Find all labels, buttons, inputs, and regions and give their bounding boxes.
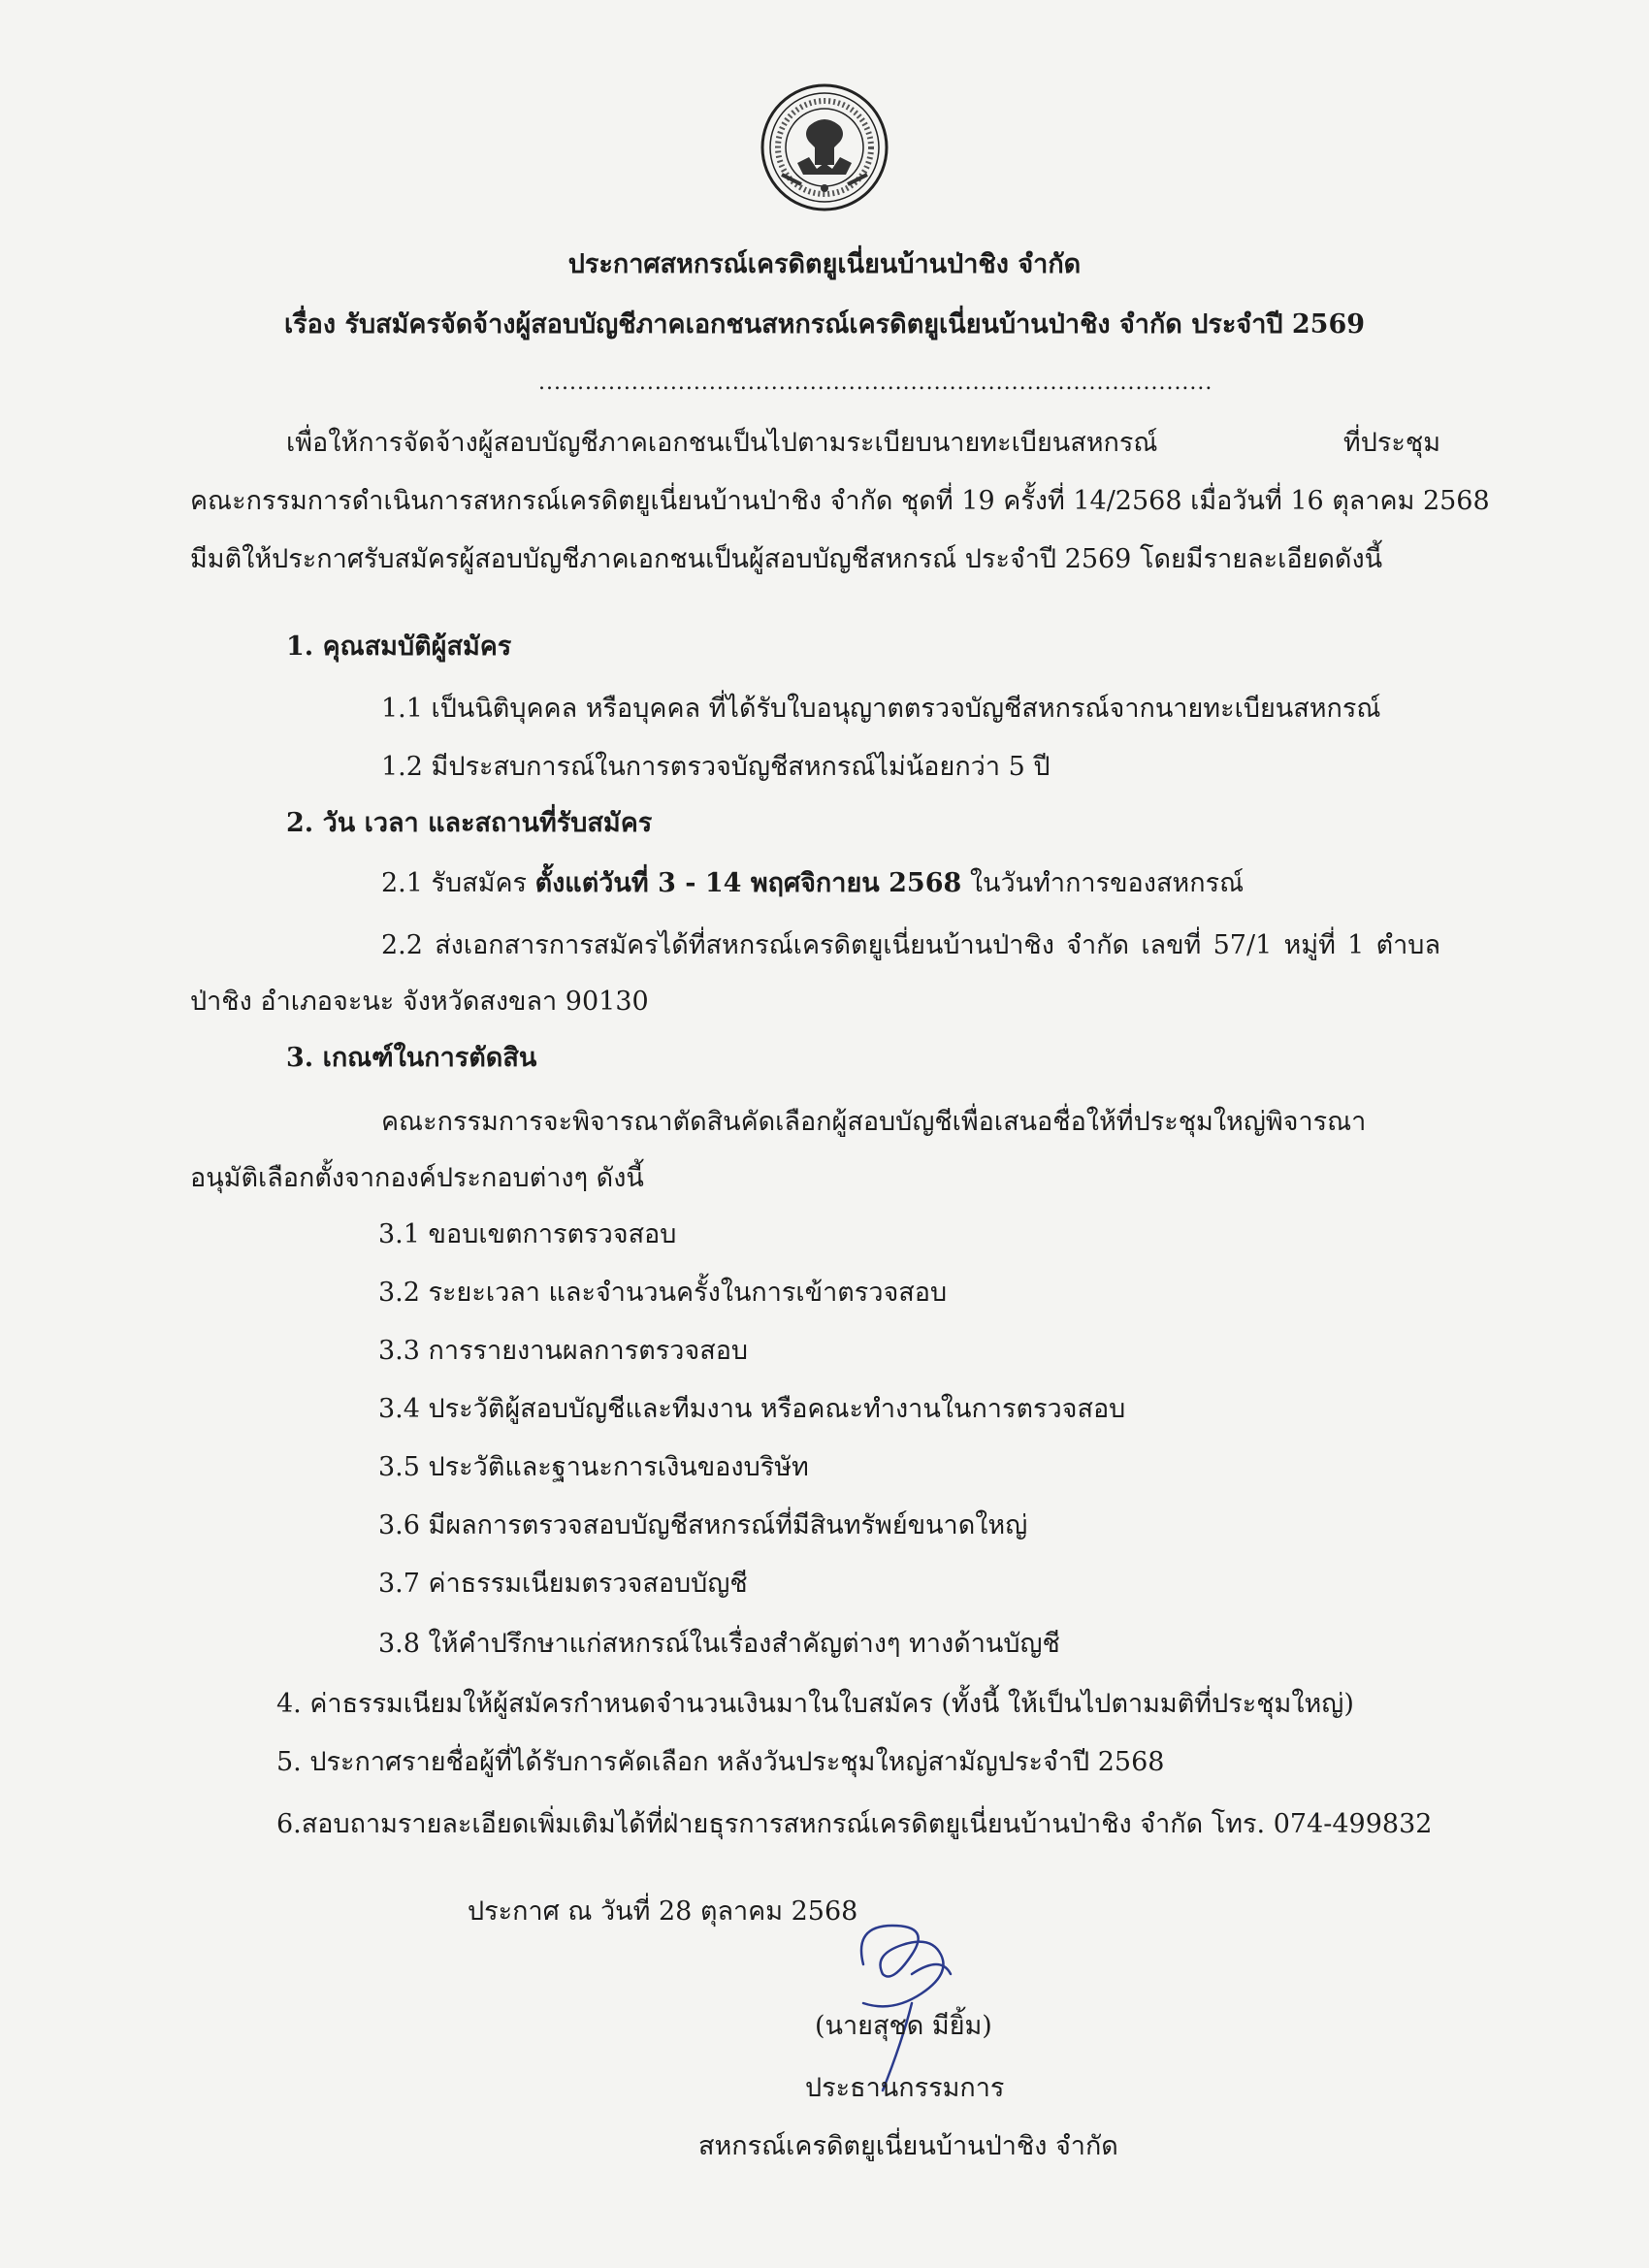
section-3-item: 3.5 ประวัติและฐานะการเงินของบริษัท	[378, 1452, 809, 1482]
signer-organization: สหกรณ์เครดิตยูเนี่ยนบ้านป่าชิง จำกัด	[698, 2131, 1118, 2161]
announcement-title: ประกาศสหกรณ์เครดิตยูเนี่ยนบ้านป่าชิง จำกัด	[567, 249, 1082, 279]
announcement-date: ประกาศ ณ วันที่ 28 ตุลาคม 2568	[468, 1896, 858, 1927]
section-3-desc-line-2: อนุมัติเลือกตั้งจากองค์ประกอบต่างๆ ดังนี้	[190, 1163, 644, 1193]
section-2-item-1: 2.1 รับสมัคร ตั้งแต่วันที่ 3 - 14 พฤศจิกายน 2568 ในวันทำการของสหกรณ์	[381, 868, 1245, 898]
section-1-item-1: 1.1 เป็นนิติบุคคล หรือบุคคล ที่ได้รับใบอนุญาตตรวจบัญชีสหกรณ์จากนายทะเบียนสหกรณ์	[381, 694, 1381, 724]
signer-name: (นายสุชด มียิ้ม)	[815, 2011, 992, 2041]
section-3-item: 3.4 ประวัติผู้สอบบัญชีและทีมงาน หรือคณะทำงานในการตรวจสอบ	[378, 1394, 1126, 1424]
signer-position: ประธานกรรมการ	[805, 2073, 1005, 2103]
intro-line-1: เพื่อให้การจัดจ้างผู้สอบบัญชีภาคเอกชนเป็นไปตามระเบียบนายทะเบียนสหกรณ์ ที่ประชุม	[286, 428, 1440, 458]
section-2-item-2-line-2: ป่าชิง อำเภอจะนะ จังหวัดสงขลา 90130	[190, 987, 649, 1017]
announcement-subject: เรื่อง รับสมัครจัดจ้างผู้สอบบัญชีภาคเอกชนสหกรณ์เครดิตยูเนี่ยนบ้านป่าชิง จำกัด ประจำปี 2569	[283, 309, 1366, 340]
section-4: 4. ค่าธรรมเนียมให้ผู้สมัครกำหนดจำนวนเงินมาในใบสมัคร (ทั้งนี้ ให้เป็นไปตามมติที่ประชุมใหญ่)	[276, 1689, 1354, 1719]
section-3-heading: 3. เกณฑ์ในการตัดสิน	[286, 1043, 537, 1073]
intro-line-2: คณะกรรมการดำเนินการสหกรณ์เครดิตยูเนี่ยนบ้านป่าชิง จำกัด ชุดที่ 19 ครั้งที่ 14/2568 เมื่อวันที่ 16 ตุลาคม 2568	[190, 486, 1490, 516]
section-6: 6.สอบถามรายละเอียดเพิ่มเติมได้ที่ฝ่ายธุรการสหกรณ์เครดิตยูเนี่ยนบ้านป่าชิง จำกัด โทร. 074-499832	[276, 1809, 1433, 1839]
section-3-item: 3.1 ขอบเขตการตรวจสอบ	[378, 1219, 677, 1249]
handwritten-signature	[805, 1906, 999, 2100]
section-3-item: 3.8 ให้คำปรึกษาแก่สหกรณ์ในเรื่องสำคัญต่างๆ ทางด้านบัญชี	[378, 1629, 1060, 1659]
section-1-heading: 1. คุณสมบัติผู้สมัคร	[286, 632, 512, 662]
section-2-heading: 2. วัน เวลา และสถานที่รับสมัคร	[286, 808, 653, 838]
section-3-item: 3.3 การรายงานผลการตรวจสอบ	[378, 1336, 749, 1366]
section-1-item-2: 1.2 มีประสบการณ์ในการตรวจบัญชีสหกรณ์ไม่น้อยกว่า 5 ปี	[381, 752, 1051, 782]
intro-line-3: มีมติให้ประกาศรับสมัครผู้สอบบัญชีภาคเอกชนเป็นผู้สอบบัญชีสหกรณ์ ประจำปี 2569 โดยมีรายละเอียดดังนี้	[190, 544, 1383, 574]
cooperative-seal-logo	[759, 81, 890, 213]
section-5: 5. ประกาศรายชื่อผู้ที่ได้รับการคัดเลือก หลังวันประชุมใหญ่สามัญประจำปี 2568	[276, 1747, 1165, 1777]
section-3-item: 3.2 ระยะเวลา และจำนวนครั้งในการเข้าตรวจสอบ	[378, 1278, 948, 1308]
section-2-item-1-dates: ตั้งแต่วันที่ 3 - 14 พฤศจิกายน 2568	[534, 868, 962, 898]
section-2-item-2-line-1: 2.2 ส่งเอกสารการสมัครได้ที่สหกรณ์เครดิตยูเนี่ยนบ้านป่าชิง จำกัด เลขที่ 57/1 หมู่ที่ 1 ตำบล	[381, 930, 1440, 960]
section-3-item: 3.6 มีผลการตรวจสอบบัญชีสหกรณ์ที่มีสินทรัพย์ขนาดใหญ่	[378, 1510, 1028, 1540]
section-3-desc-line-1: คณะกรรมการจะพิจารณาตัดสินคัดเลือกผู้สอบบัญชีเพื่อเสนอชื่อให้ที่ประชุมใหญ่พิจารณา	[381, 1107, 1367, 1137]
section-3-item: 3.7 ค่าธรรมเนียมตรวจสอบบัญชี	[378, 1569, 748, 1599]
header-divider: .......................................................................................	[538, 371, 1213, 395]
